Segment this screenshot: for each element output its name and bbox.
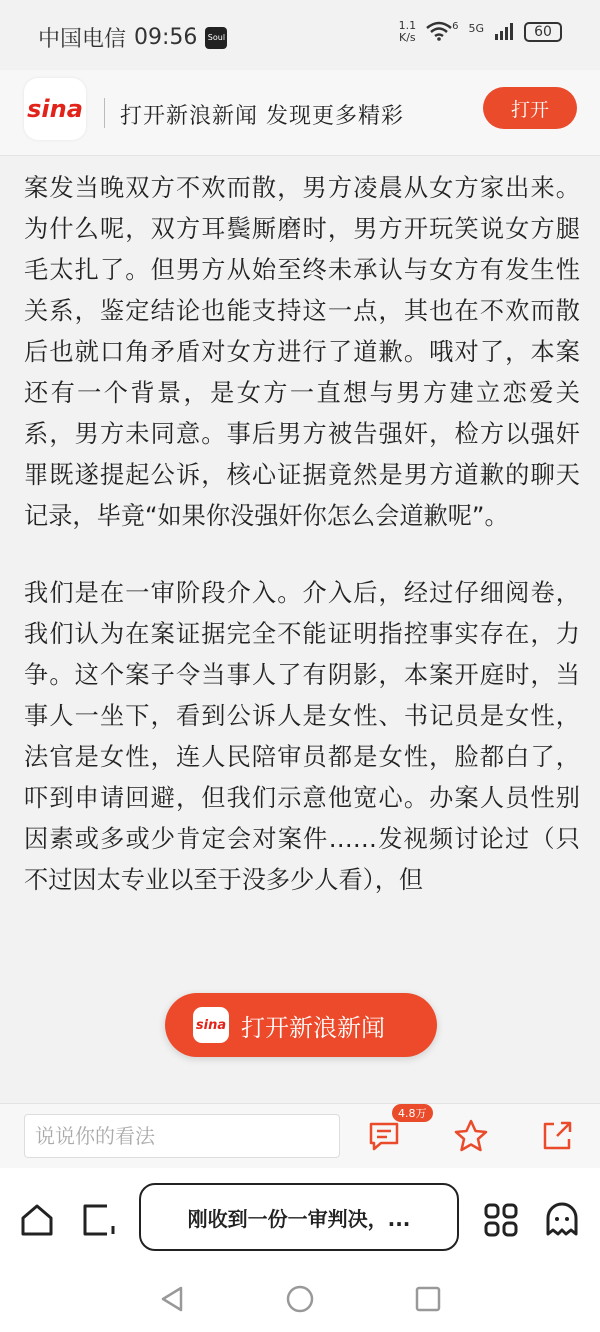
signal-bars-icon: [494, 21, 514, 44]
star-icon[interactable]: [451, 1116, 491, 1156]
home-nav-icon[interactable]: [285, 1284, 315, 1314]
float-button-label: 打开新浪新闻: [241, 1013, 385, 1042]
share-icon[interactable]: [537, 1116, 577, 1156]
tab-switch-icon[interactable]: [79, 1200, 119, 1240]
comment-bar: [0, 1103, 600, 1168]
article-paragraph: 我们是在一审阶段介入。介入后，经过仔细阅卷，我们认为在案证据完全不能证明指控事实存在，力争。这个案子令当事人了有阴影，本案开庭时，当事人一坐下，看到公诉人是女性、书记员是女性，法官是女性，连人民陪审员都是女性，脸都白了，吓到申请回避，但我们示意他宽心。办案人员性别因素或多或少肯定会对案件……发视频讨论过（只不过因太专业以至于没多少人看），但: [24, 579, 580, 894]
clock: 09:56: [134, 25, 198, 50]
battery-icon: 60: [524, 22, 562, 42]
wifi-6-label: 6: [452, 20, 459, 32]
comment-input[interactable]: 说说你的看法: [24, 1114, 340, 1158]
home-icon[interactable]: [17, 1200, 57, 1240]
app-open-banner[interactable]: [0, 70, 600, 156]
banner-tagline: 打开新浪新闻 发现更多精彩: [120, 104, 404, 129]
sina-logo-small: sina: [193, 1007, 229, 1043]
comment-count-badge: 4.8万: [392, 1104, 433, 1122]
article-body: [24, 168, 580, 937]
net-speed-unit: K/s: [399, 31, 416, 44]
status-bar: [0, 0, 600, 70]
article-paragraph: 案发当晚双方不欢而散，男方凌晨从女方家出来。为什么呢，双方耳鬓厮磨时，男方开玩笑说女方腿毛太扎了。但男方从始至终未承认与女方有发生性关系，鉴定结论也能支持这一点，其也在不欢而散后也就口角矛盾对女方进行了道歉。哦对了，本案还有一个背景，是女方一直想与男方建立恋爱关系，男方未同意。事后男方被告强奸，检方以强奸罪既遂提起公诉，核心证据竟然是男方道歉的聊天记录，毕竟“如果你没强奸你怎么会道歉呢”。: [24, 174, 580, 530]
status-left: [38, 22, 227, 53]
open-app-button[interactable]: 打开: [483, 87, 577, 129]
system-nav-bar: [0, 1266, 600, 1332]
recents-nav-icon[interactable]: [413, 1284, 443, 1314]
carrier-label: 中国电信: [38, 27, 127, 52]
grid-menu-icon[interactable]: [481, 1200, 521, 1240]
network-speed: [399, 20, 417, 44]
wifi-icon: [426, 21, 452, 44]
status-right: [399, 20, 562, 44]
open-sina-news-floating-button[interactable]: [165, 993, 437, 1057]
net-speed-value: 1.1: [398, 19, 417, 32]
sina-logo-text: sina: [27, 95, 83, 123]
banner-divider: [104, 98, 105, 128]
browser-toolbar: [0, 1168, 600, 1266]
current-headline-pill[interactable]: 刚收到一份一审判决，...: [139, 1183, 459, 1251]
comment-icon[interactable]: [364, 1116, 404, 1156]
5g-label: 5G: [468, 21, 484, 35]
soul-app-icon: Soul: [205, 27, 227, 49]
ghost-icon[interactable]: [542, 1200, 582, 1240]
sina-logo: [24, 78, 86, 140]
back-nav-icon[interactable]: [157, 1284, 187, 1314]
